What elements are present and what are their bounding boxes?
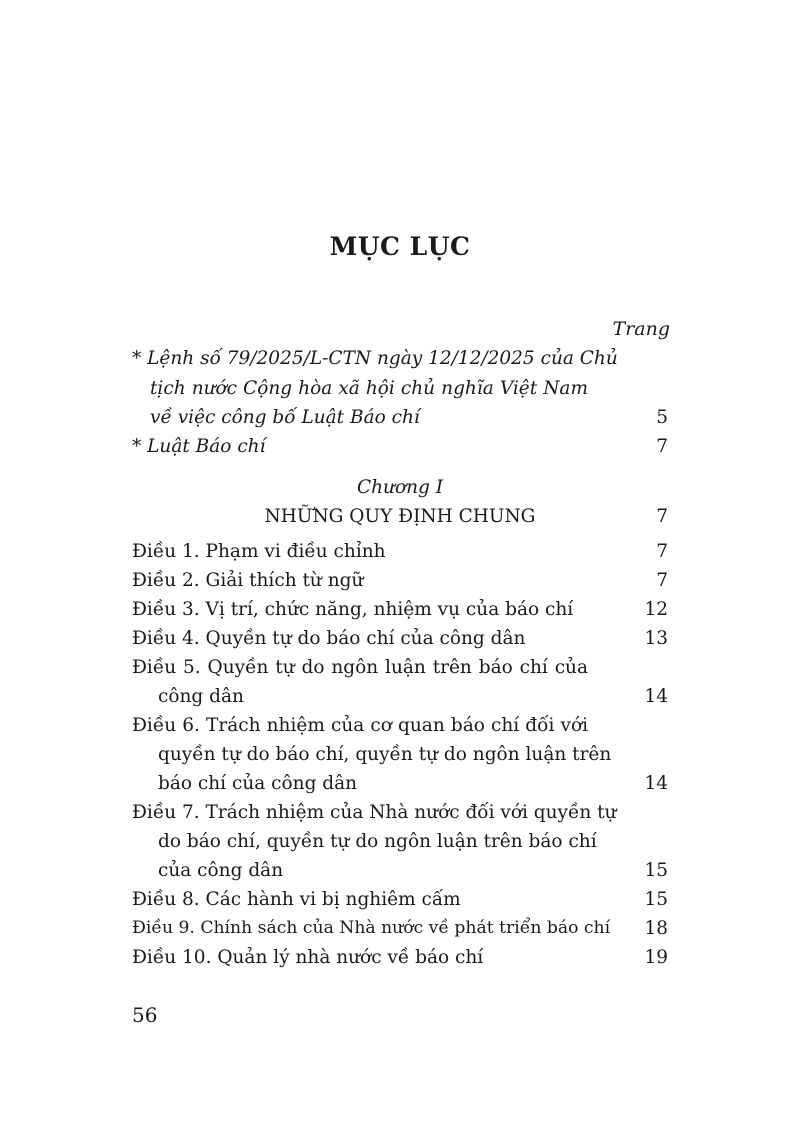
toc-entry-line: Điều 8. Các hành vi bị nghiêm cấm bbox=[132, 889, 461, 910]
toc-entry-line: * Lệnh số 79/2025/L-CTN ngày 12/12/2025 của Chủ bbox=[132, 348, 618, 369]
chapter-label: Chương I bbox=[356, 477, 444, 498]
toc-page-number: 12 bbox=[644, 599, 668, 620]
chapter-title: NHỮNG QUY ĐỊNH CHUNG bbox=[264, 506, 536, 527]
toc-page-number: 19 bbox=[644, 947, 668, 968]
toc-entry-line: công dân bbox=[158, 686, 244, 707]
toc-entry-line: Điều 7. Trách nhiệm của Nhà nước đối với quyền tự bbox=[132, 802, 617, 823]
toc-entry-line: Điều 10. Quản lý nhà nước về báo chí bbox=[132, 947, 484, 968]
page-title: MỤC LỤC bbox=[329, 232, 471, 261]
toc-entry-line: báo chí của công dân bbox=[158, 773, 358, 794]
toc-entry-line: Điều 2. Giải thích từ ngữ bbox=[132, 570, 364, 591]
toc-page-number: 7 bbox=[656, 436, 668, 457]
toc-entry-line: Điều 3. Vị trí, chức năng, nhiệm vụ của báo chí bbox=[132, 599, 574, 620]
toc-page-number: 7 bbox=[656, 541, 668, 562]
toc-entry-line: Điều 6. Trách nhiệm của cơ quan báo chí đối với bbox=[132, 715, 588, 736]
toc-entry-line: Điều 9. Chính sách của Nhà nước về phát triển báo chí bbox=[132, 918, 611, 938]
toc-entry-line: của công dân bbox=[158, 860, 284, 881]
toc-entry-line: Điều 4. Quyền tự do báo chí của công dân bbox=[132, 628, 526, 649]
page-number: 56 bbox=[132, 1003, 158, 1027]
toc-page-number: 14 bbox=[644, 686, 668, 707]
toc-page-number: 15 bbox=[644, 860, 668, 881]
toc-page-number: 14 bbox=[644, 773, 668, 794]
toc-page-number: 13 bbox=[644, 628, 668, 649]
toc-entry-line: tịch nước Cộng hòa xã hội chủ nghĩa Việt Nam bbox=[150, 378, 588, 399]
toc-page-number: 18 bbox=[644, 918, 668, 939]
toc-page-number: 5 bbox=[656, 407, 668, 428]
toc-page-number: 15 bbox=[644, 889, 668, 910]
toc-page-number: 7 bbox=[656, 506, 668, 527]
toc-entry-line: Điều 5. Quyền tự do ngôn luận trên báo chí của bbox=[132, 657, 588, 678]
toc-entry-line: quyền tự do báo chí, quyền tự do ngôn luận trên bbox=[158, 744, 612, 765]
page-column-header: Trang bbox=[612, 318, 670, 340]
toc-entry-line: * Luật Báo chí bbox=[132, 436, 266, 457]
toc-entry-line: Điều 1. Phạm vi điều chỉnh bbox=[132, 541, 386, 562]
toc-entry-line: về việc công bố Luật Báo chí bbox=[150, 407, 420, 428]
toc-entry-line: do báo chí, quyền tự do ngôn luận trên báo chí bbox=[158, 831, 597, 852]
toc-page-number: 7 bbox=[656, 570, 668, 591]
